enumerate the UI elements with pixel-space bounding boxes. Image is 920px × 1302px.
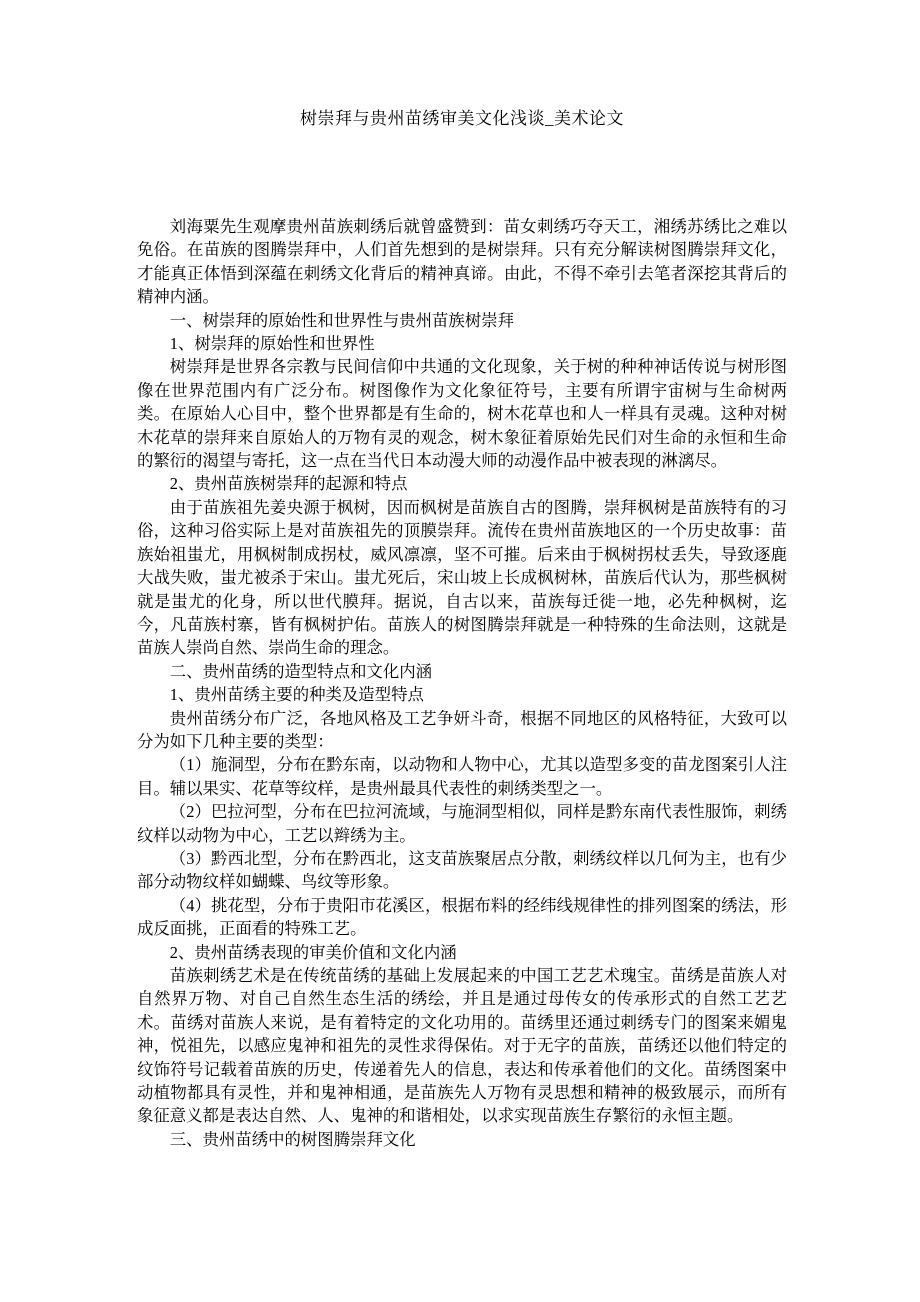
section-heading: 2、贵州苗绣表现的审美价值和文化内涵 [169, 942, 457, 962]
document-body [137, 215, 787, 1151]
section-heading: 一、树崇拜的原始性和世界性与贵州苗族树崇拜 [169, 310, 514, 330]
paragraph: 贵州苗绣分布广泛，各地风格及工艺争妍斗奇，根据不同地区的风格特征，大致可以分为如下几种主要的类型： [137, 708, 787, 751]
paragraph: （3）黔西北型，分布在黔西北，这支苗族聚居点分散，刺绣纹样以几何为主，也有少部分动物纹样如蝴蝶、鸟纹等形象。 [137, 848, 787, 892]
section-heading: 1、贵州苗绣主要的种类及造型特点 [169, 685, 424, 705]
section-heading: 二、贵州苗绣的造型特点和文化内涵 [169, 661, 433, 681]
paragraph: 苗族刺绣艺术是在传统苗绣的基础上发展起来的中国工艺艺术瑰宝。苗绣是苗族人对自然界万物、对自己自然生态生活的绣绘，并且是通过母传女的传承形式的自然工艺艺术。苗绣对苗族人来说，是有着特定的文化功用的。苗绣里还通过刺绣专门的图案来媚鬼神，悦祖先，以感应鬼神和祖先的灵性求得保佑。对于无字的苗族，苗绣还以他们特定的纹饰符号记载着苗族的历史，传递着先人的信息，表达和传承着他们的文化。苗绣图案中动植物都具有灵性，并和鬼神相通，是苗族先人万物有灵思想和精神的极致展示，而所有象征意义都是表达自然、人、鬼神的和谐相处，以求实现苗族生存繁衍的永恒主题。 [137, 966, 787, 1126]
document-title: 树崇拜与贵州苗绣审美文化浅谈_美术论文 [300, 109, 624, 128]
section-heading: 三、贵州苗绣中的树图腾崇拜文化 [169, 1129, 416, 1149]
paragraph: （1）施洞型，分布在黔东南，以动物和人物中心，尤其以造型多变的苗龙图案引人注目。辅以果实、花草等纹样，是贵州最具代表性的刺绣类型之一。 [137, 755, 787, 798]
paragraph: （4）挑花型，分布于贵阳市花溪区，根据布料的经纬线规律性的排列图案的绣法，形成反面挑，正面看的特殊工艺。 [137, 895, 787, 939]
section-heading: 1、树崇拜的原始性和世界性 [169, 334, 375, 354]
paragraph: 由于苗族祖先姜央源于枫树，因而枫树是苗族自古的图腾，崇拜枫树是苗族特有的习俗，这种习俗实际上是对苗族祖先的顶膜崇拜。流传在贵州苗族地区的一个历史故事：苗族始祖蚩尤，用枫树制成拐杖，威风凛凛，坚不可摧。后来由于枫树拐杖丢失，导致逐鹿大战失败，蚩尤被杀于宋山。蚩尤死后，宋山坡上长成枫树林，苗族后代认为，那些枫树就是蚩尤的化身，所以世代膜拜。据说，自古以来，苗族每迁徙一地，必先种枫树，迄今，凡苗族村寨，皆有枫树护佑。苗族人的树图腾崇拜就是一种特殊的生命法则，这就是苗族人崇尚自然、崇尚生命的理念。 [137, 497, 787, 658]
paragraph: 树崇拜是世界各宗教与民间信仰中共通的文化现象，关于树的种种神话传说与树形图像在世界范围内有广泛分布。树图像作为文化象征符号，主要有所谓宇宙树与生命树两类。在原始人心目中，整个世界都是有生命的，树木花草也和人一样具有灵魂。这种对树木花草的崇拜来自原始人的万物有灵的观念，树木象征着原始先民们对生命的永恒和生命的繁衍的渴望与寄托，这一点在当代日本动漫大师的动漫作品中被表现的淋漓尽。 [137, 357, 787, 471]
paragraph: （2）巴拉河型，分布在巴拉河流域，与施洞型相似，同样是黔东南代表性服饰，刺绣纹样以动物为中心，工艺以辫绣为主。 [137, 802, 787, 845]
paragraph: 刘海粟先生观摩贵州苗族刺绣后就曾盛赞到：苗女刺绣巧夺天工，湘绣苏绣比之难以免俗。在苗族的图腾崇拜中，人们首先想到的是树崇拜。只有充分解读树图腾崇拜文化，才能真正体悟到深蕴在刺绣文化背后的精神真谛。由此，不得不牵引去笔者深挖其背后的精神内涵。 [137, 217, 787, 307]
section-heading: 2、贵州苗族树崇拜的起源和特点 [169, 474, 408, 494]
